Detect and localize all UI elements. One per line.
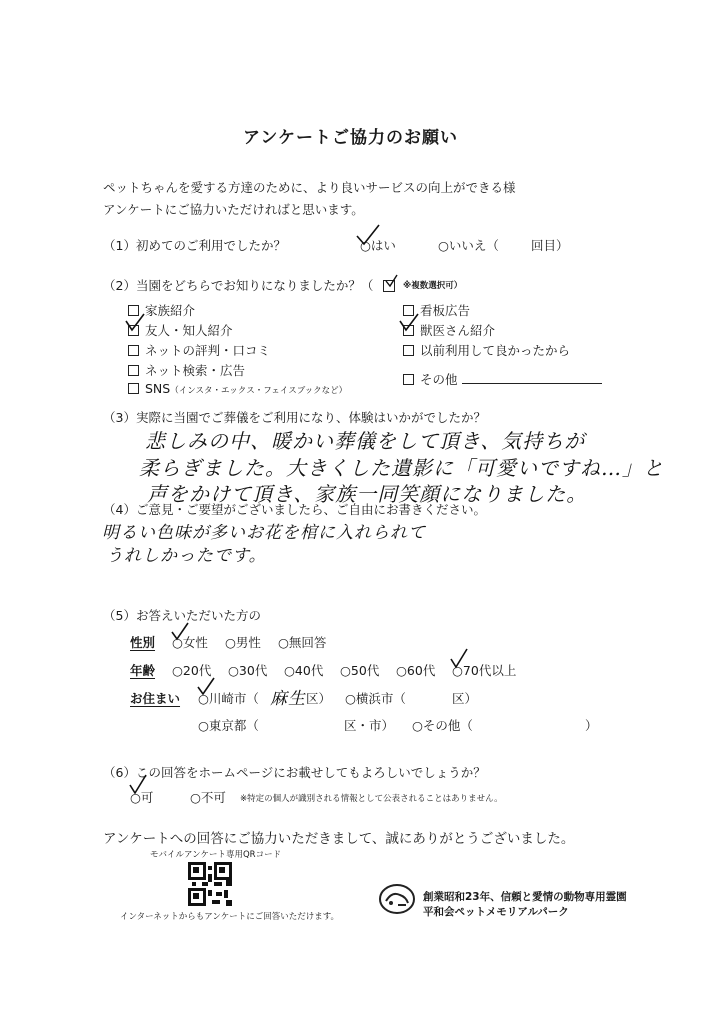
gender-label: 性別 [130, 635, 156, 650]
checkmark-icon [449, 648, 469, 670]
company-logo-icon [378, 883, 416, 915]
q3-answer-line-2: 柔らぎました。大きくした遺影に「可愛いですね…」と [139, 456, 664, 480]
q6-question: （6）この回答をホームページにお載せしてもよろしいでしょうか？ [103, 765, 486, 780]
q2-option-repeat[interactable]: 以前利用して良かったから [403, 341, 570, 359]
q5-question: （5）お答えいただいた方の [103, 608, 261, 623]
q6-privacy-note: ※特定の個人が識別される情報として公表されることはありません。 [240, 794, 503, 804]
address-kawasaki[interactable]: ○川崎市（ [198, 691, 259, 706]
yokohama-ward-close: 区） [452, 691, 478, 706]
checkbox-icon [403, 345, 414, 356]
page-title: アンケートご協力のお願い [243, 128, 458, 148]
q6-option-ok[interactable]: ○可 [130, 790, 154, 805]
age-20s[interactable]: ○20代 [172, 663, 212, 678]
intro-line-2: アンケートにご協力いただければと思います。 [103, 202, 364, 217]
age-50s[interactable]: ○50代 [340, 663, 380, 678]
other-underline [462, 383, 602, 384]
other-close: ） [585, 718, 598, 733]
q4-answer-line-1: 明るい色味が多いお花を棺に入れられて [102, 523, 426, 543]
kawasaki-ward-close: 区） [306, 691, 332, 706]
qr-caption: モバイルアンケート専用QRコード [150, 850, 282, 860]
checkbox-icon [403, 374, 414, 385]
internet-note: インターネットからもアンケートにご回答いただけます。 [120, 912, 340, 922]
kawasaki-ward-handwritten: 麻生 [270, 689, 306, 709]
checkmark-icon [124, 313, 146, 333]
gender-female[interactable]: ○女性 [172, 635, 208, 650]
age-40s[interactable]: ○40代 [284, 663, 324, 678]
q2-option-net-search[interactable]: ネット検索・広告 [128, 361, 245, 379]
q4-answer-line-2: うれしかったです。 [106, 546, 267, 566]
thanks-message: アンケートへの回答にご協力いただきまして、誠にありがとうございました。 [103, 831, 575, 847]
q2-option-other[interactable]: その他 [403, 370, 602, 388]
checkbox-icon [128, 383, 139, 394]
age-30s[interactable]: ○30代 [228, 663, 268, 678]
q1-times-label: 回目） [531, 238, 569, 253]
tokyo-close: 区・市） [344, 718, 395, 733]
q2-question: （2）当園をどちらでお知りになりましたか？（ [103, 278, 374, 293]
q2-note: ※複数選択可） [403, 281, 463, 291]
checkbox-icon [128, 345, 139, 356]
checkmark-icon [384, 274, 398, 288]
q2-sns-note: （インスタ・エックス・フェイスブックなど） [170, 386, 348, 396]
q6-option-ng[interactable]: ○不可 [190, 790, 226, 805]
gender-no-answer[interactable]: ○無回答 [278, 635, 327, 650]
age-60s[interactable]: ○60代 [396, 663, 436, 678]
q1-option-no[interactable]: ○いいえ（ [438, 238, 499, 253]
checkmark-icon [128, 774, 148, 796]
address-label: お住まい [130, 691, 181, 706]
q3-answer-line-1: 悲しみの中、暖かい葬儀をして頂き、気持ちが [145, 429, 586, 453]
checkmark-icon [355, 223, 381, 247]
q3-answer-line-3: 声をかけて頂き、家族一同笑顔になりました。 [147, 482, 588, 506]
age-label: 年齢 [130, 663, 156, 678]
q2-option-net-review[interactable]: ネットの評判・口コミ [128, 341, 270, 359]
company-tagline: 創業昭和23年、信頼と愛情の動物専用霊園 [423, 891, 627, 903]
q2-option-vet[interactable]: 獣医さん紹介 [403, 321, 495, 339]
qr-code-icon[interactable] [188, 862, 232, 906]
checkmark-icon [196, 677, 216, 697]
q2-option-friend[interactable]: 友人・知人紹介 [128, 321, 233, 339]
checkmark-icon [170, 622, 190, 642]
checkbox-icon [128, 365, 139, 376]
company-name: 平和会ペットメモリアルパーク [423, 906, 569, 918]
checkmark-icon [398, 313, 420, 333]
q3-question: （3）実際に当園でご葬儀をご利用になり、体験はいかがでしたか？ [103, 410, 486, 425]
q2-option-billboard[interactable]: 看板広告 [403, 301, 470, 319]
age-70s-plus[interactable]: ○70代以上 [452, 663, 517, 678]
gender-male[interactable]: ○男性 [225, 635, 261, 650]
q4-question: （4）ご意見・ご要望がございましたら、ご自由にお書きください。 [103, 502, 486, 517]
q1-option-yes[interactable]: ○はい [360, 238, 396, 253]
intro-line-1: ペットちゃんを愛する方達のために、より良いサービスの向上ができる様 [103, 180, 516, 195]
address-tokyo[interactable]: ○東京都（ [198, 718, 259, 733]
address-yokohama[interactable]: ○横浜市（ [345, 691, 406, 706]
q2-option-family[interactable]: 家族紹介 [128, 301, 195, 319]
q1-question: （1）初めてのご利用でしたか？ [103, 238, 286, 253]
address-other[interactable]: ○その他（ [412, 718, 473, 733]
q2-option-sns[interactable]: SNS（インスタ・エックス・フェイスブックなど） [128, 381, 347, 396]
